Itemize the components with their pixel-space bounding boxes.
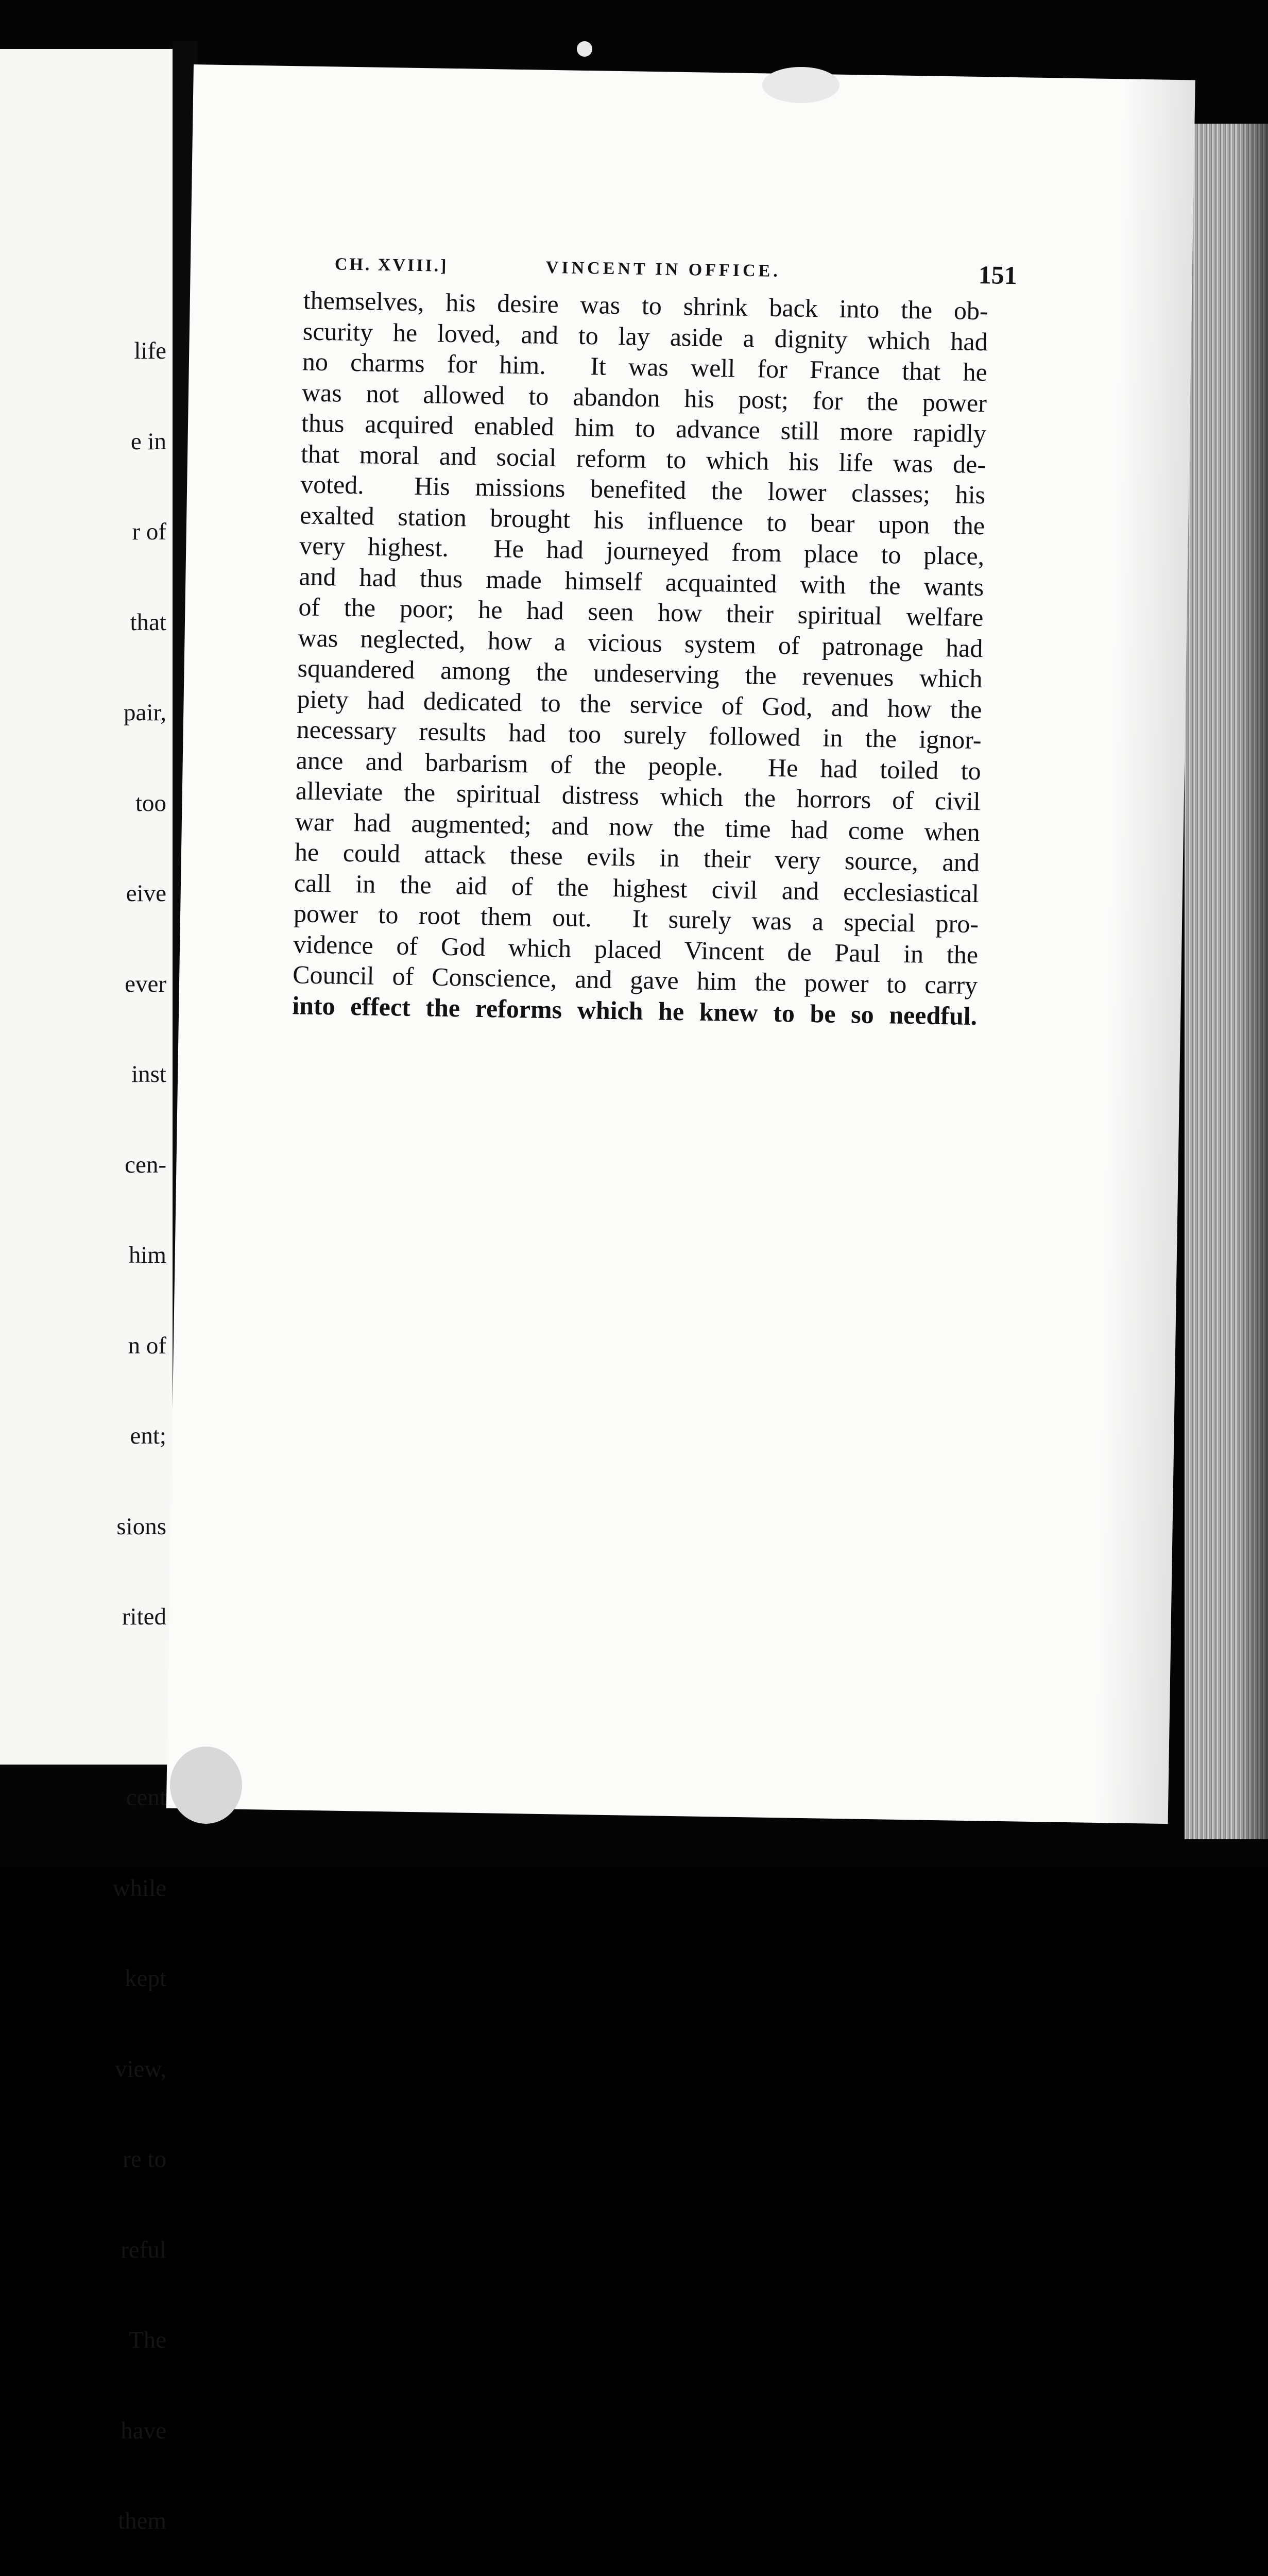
body-line: ance and barbarism of the people. He had toiled to [296,745,982,785]
body-line: was not allowed to abandon his post; for the power [301,377,987,417]
body-line: scurity he loved, and to lay aside a dignity which had [302,316,988,356]
body-paragraph [292,285,988,1031]
left-line: them [118,2507,166,2534]
left-line: cen- [125,1151,166,1178]
left-line: r of [132,518,166,545]
body-line: into effect the reforms which he knew to be so needful. [292,990,978,1030]
left-line: have [121,2417,166,2444]
body-line: call in the aid of the highest civil and ecclesiastical [294,868,980,908]
left-line [2,1692,166,1723]
left-line: sions [116,1513,166,1540]
body-line: war had augmented; and now the time had come when [295,806,981,846]
right-page [166,64,1195,1824]
running-title: VINCENT IN OFFICE. [545,258,781,281]
left-line: The [128,2327,166,2353]
body-line: and had thus made himself acquainted with the wants [298,561,984,601]
left-line: too [135,789,166,817]
body-line: themselves, his desire was to shrink back into the ob- [303,285,989,326]
scan-speck [170,1747,242,1824]
left-line: eive [126,880,166,907]
left-line: that [130,608,166,636]
body-line: Council of Conscience, and gave him the power to carry [292,960,978,1000]
body-line: piety had dedicated to the service of God, and how the [297,684,982,724]
body-line: was neglected, how a vicious system of patronage had [298,622,983,663]
left-line: pair, [124,699,166,726]
body-line: no charms for him. It was well for France that he [302,347,988,387]
body-line: squandered among the undeserving the revenues which [297,653,983,693]
chapter-head: CH. XVIII.] [334,255,449,276]
left-line: while [112,1874,166,1902]
left-line: ever [125,970,166,997]
left-line: inst [131,1061,166,1088]
left-line: rited [122,1603,166,1630]
left-page-text-fragments [2,276,166,2576]
left-line: n of [128,1332,166,1359]
page-shading [1096,79,1195,1824]
scan-speck [577,41,592,57]
body-line: of the poor; he had seen how their spiritual welfare [298,592,984,632]
left-line: life [134,337,166,364]
left-line: ent; [130,1422,166,1449]
left-line: view, [114,2055,166,2082]
left-facing-page [0,49,173,2534]
body-line: thus acquired enabled him to advance still more rapidly [301,408,987,448]
fore-edge-shadow [1236,124,1268,1839]
body-line: that moral and social reform to which his life was de- [300,438,986,479]
body-line: voted. His missions benefited the lower classes; his [300,469,986,510]
left-line: kept [125,1965,166,1992]
left-line: him [128,1242,166,1268]
left-line: re to [123,2146,166,2173]
body-line: exalted station brought his influence to bear upon the [299,500,985,540]
page-number: 151 [978,260,1018,290]
scan-speck [762,67,839,103]
left-line: cent [126,1784,166,1811]
body-line: very highest. He had journeyed from place to place, [299,531,985,571]
body-line: necessary results had too surely followed in the ignor- [296,715,982,755]
left-line: e in [130,428,166,455]
body-line: power to root them out. It surely was a special pro- [293,899,979,939]
body-line: he could attack these evils in their very source, and [294,837,980,877]
body-line: alleviate the spiritual distress which the horrors of civil [295,776,981,816]
left-line: reful [121,2236,166,2263]
body-line: vidence of God which placed Vincent de Paul in the [293,929,979,969]
